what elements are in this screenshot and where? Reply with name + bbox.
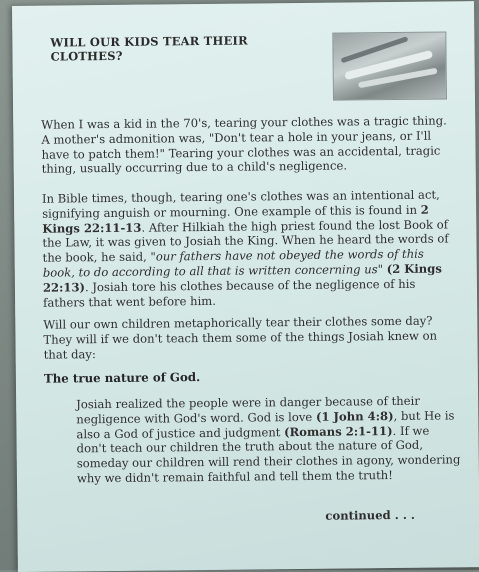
p4-ref-1-john-4-8: (1 John 4:8) [315, 408, 394, 424]
p2-quote: "our fathers have not obeyed the words of this book, to do according to all that is written concerning us" [42, 246, 424, 280]
p4-text-2: , but He is also a God of justice and judgment [76, 408, 455, 441]
p2-text-3: . Josiah tore his clothes because of the negligence of his fathers that went before him. [43, 276, 416, 310]
subheading: The true nature of God. [43, 370, 201, 386]
article-title: WILL OUR KIDS TEAR THEIR CLOTHES? [50, 33, 248, 64]
p2-ref-2-kings-22-13: (2 Kings 22:13) [42, 261, 442, 295]
paper-sheet [12, 1, 479, 572]
p2-ref-2-kings-22-11-13: 2 Kings 22:11-13 [42, 202, 429, 236]
paragraph-bible-times [42, 187, 455, 310]
torn-cloth-image [332, 31, 447, 100]
p4-text-3: . If we don't teach our children the truth about the nature of God, someday our children will rend their clothes in agony, wondering why we didn't remain faithful and tell them the truth! [76, 423, 461, 486]
paragraph-nature-of-god [76, 393, 461, 486]
paragraph-intro: When I was a kid in the 70's, tearing your clothes was a tragic thing. A mother's admonition was, "Don't tear a hole in your jeans, or I'll have to patch them!" Tearing your clothes was an accidental, tragic thing, usually occurring due to a child's negligence. [41, 113, 447, 177]
p4-ref-romans-2-1-11: (Romans 2:1-11) [284, 423, 393, 439]
continued-label: continued . . . [325, 507, 415, 523]
p4-text-1: Josiah realized the people were in danger because of their negligence with God's word. God is love [76, 393, 420, 427]
paragraph-question: Will our own children metaphorically tear their clothes some day? They will if we don't teach them some of the things Josiah knew on that day: [43, 313, 438, 362]
p2-text-1: In Bible times, though, tearing one's clothes was an intentional act, signifying anguish or mourning. One example of this is found in [41, 187, 440, 221]
p2-text-2: . After Hilkiah the high priest found the lost Book of the Law, it was given to Josiah the King. When he heard the words of the book, he said, [42, 217, 449, 265]
